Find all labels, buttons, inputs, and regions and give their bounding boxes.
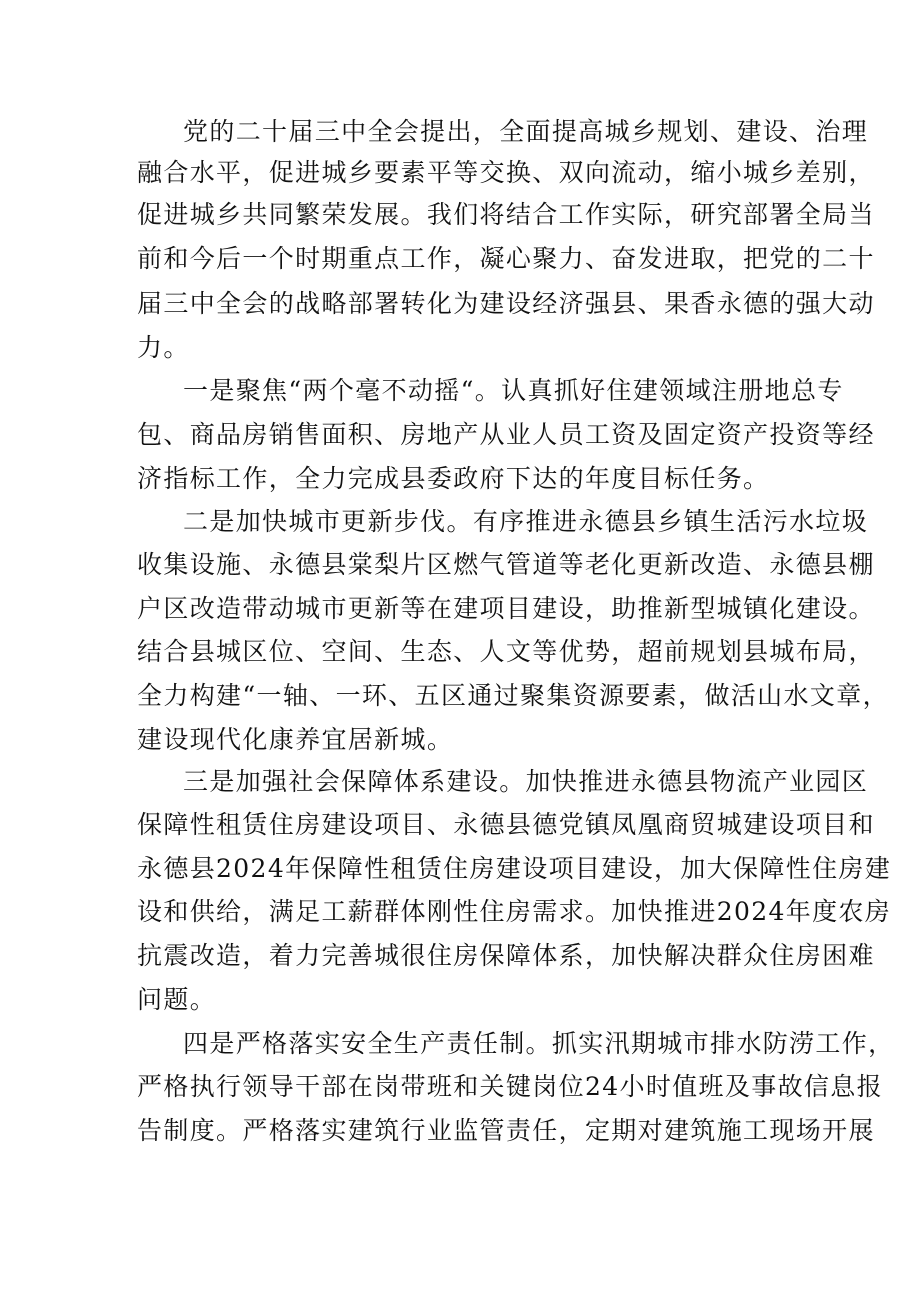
text-line: 永德县2024年保障性租赁住房建设项目建设，加大保障性住房建 (137, 854, 892, 883)
text-line: 结合县城区位、空间、生态、人文等优势，超前规划县城布局， (137, 637, 875, 666)
text-line: 届三中全会的战略部署转化为建设经济强县、果香永德的强大动 (137, 289, 875, 318)
text-line: 党的二十届三中全会提出，全面提高城乡规划、建设、治理 (183, 117, 869, 146)
text-line: 融合水平，促进城乡要素平等交换、双向流动，缩小城乡差别， (137, 158, 875, 187)
text-line: 建设现代化康养宜居新城。 (137, 725, 454, 754)
text-line: 济指标工作，全力完成县委政府下达的年度目标任务。 (137, 464, 770, 493)
text-line: 包、商品房销售面积、房地产从业人员工资及固定资产投资等经 (137, 420, 875, 449)
text-line: 严格执行领导干部在岗带班和关键岗位24小时值班及事故信息报 (137, 1072, 883, 1101)
text-line: 户区改造带动城市更新等在建项目建设，助推新型城镇化建设。 (137, 594, 875, 623)
text-line: 全力构建“一轴、一环、五区通过聚集资源要素，做活山水文章， (137, 681, 889, 710)
text-line: 前和今后一个时期重点工作，凝心聚力、奋发进取，把党的二十 (137, 244, 875, 273)
text-line: 二是加快城市更新步伐。有序推进永德县乡镇生活污水垃圾 (183, 507, 869, 536)
text-line: 保障性租赁住房建设项目、永德县德党镇凤凰商贸城建设项目和 (137, 810, 875, 839)
text-line: 设和供给，满足工薪群体刚性住房需求。加快推进2024年度农房 (137, 897, 892, 926)
text-line: 收集设施、永德县棠梨片区燃气管道等老化更新改造、永德县棚 (137, 550, 875, 579)
text-line: 告制度。严格落实建筑行业监管责任，定期对建筑施工现场开展 (137, 1116, 875, 1145)
text-line: 力。 (137, 333, 190, 362)
text-line: 四是严格落实安全生产责任制。抓实汛期城市排水防涝工作， (183, 1029, 895, 1058)
text-line: 三是加强社会保障体系建设。加快推进永德县物流产业园区 (183, 767, 869, 796)
text-line: 问题。 (137, 985, 217, 1014)
text-line: 一是聚焦“两个毫不动摇“。认真抓好住建领域注册地总专 (183, 376, 844, 405)
text-line: 抗震改造，着力完善城很住房保障体系，加快解决群众住房困难 (137, 941, 875, 970)
text-line: 促进城乡共同繁荣发展。我们将结合工作实际，研究部署全局当 (137, 200, 875, 229)
